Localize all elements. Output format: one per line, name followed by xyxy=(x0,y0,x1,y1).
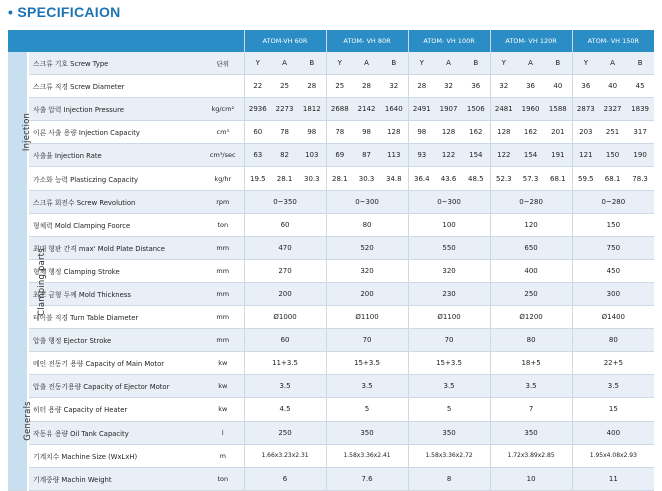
spec-value: Ø1100 xyxy=(408,306,490,329)
table-row xyxy=(8,190,654,213)
spec-name: 최대 형판 간격 max' Mold Plate Distance xyxy=(28,236,202,259)
table-row xyxy=(8,421,654,444)
spec-value: 15+3.5 xyxy=(408,352,490,375)
spec-unit: kg/cm² xyxy=(202,98,244,121)
spec-value: 2873 xyxy=(572,98,599,121)
spec-unit: rpm xyxy=(202,190,244,213)
spec-value: 18+5 xyxy=(490,352,572,375)
spec-value: 10 xyxy=(490,467,572,490)
spec-unit: 단위 xyxy=(202,52,244,75)
spec-value: 200 xyxy=(326,282,408,305)
spec-name: 테이블 직경 Turn Table Diameter xyxy=(28,306,202,329)
spec-value: 60 xyxy=(244,213,326,236)
spec-unit: kw xyxy=(202,375,244,398)
section-clamping-parts xyxy=(8,213,47,352)
spec-value: 1960 xyxy=(517,98,544,121)
spec-value: 2688 xyxy=(326,98,353,121)
spec-value: 98 xyxy=(408,121,435,144)
spec-value: 3.5 xyxy=(408,375,490,398)
spec-value: 2481 xyxy=(490,98,517,121)
spec-value: 1812 xyxy=(298,98,326,121)
spec-value: Y xyxy=(326,52,353,75)
spec-value: 11 xyxy=(572,467,654,490)
model-header: ATOM-VH 60R xyxy=(244,30,326,52)
spec-value: B xyxy=(626,52,654,75)
spec-value: A xyxy=(353,52,380,75)
spec-value: 45 xyxy=(626,75,654,98)
model-header: ATOM- VH 100R xyxy=(408,30,490,52)
spec-value: 68.1 xyxy=(544,167,572,190)
spec-value: 450 xyxy=(572,259,654,282)
spec-value: 98 xyxy=(298,121,326,144)
spec-value: 320 xyxy=(408,259,490,282)
spec-value: A xyxy=(599,52,626,75)
spec-name: 스크류 기호 Screw Type xyxy=(28,52,202,75)
spec-value: 32 xyxy=(380,75,408,98)
spec-value: 1839 xyxy=(626,98,654,121)
spec-value: 0~300 xyxy=(408,190,490,213)
spec-value: 28 xyxy=(408,75,435,98)
spec-value: 7.6 xyxy=(326,467,408,490)
spec-unit: l xyxy=(202,421,244,444)
table-row xyxy=(8,75,654,98)
spec-name: 사출 압력 Injection Pressure xyxy=(28,98,202,121)
spec-value: 100 xyxy=(408,213,490,236)
spec-value: 251 xyxy=(599,121,626,144)
spec-value: 4.5 xyxy=(244,398,326,421)
spec-value: 6 xyxy=(244,467,326,490)
spec-value: 128 xyxy=(435,121,462,144)
spec-name: 기계중량 Machin Weight xyxy=(28,467,202,490)
spec-value: 200 xyxy=(244,282,326,305)
spec-value: 154 xyxy=(462,144,490,167)
spec-value: Ø1000 xyxy=(244,306,326,329)
spec-value: 30.3 xyxy=(353,167,380,190)
spec-value: 1640 xyxy=(380,98,408,121)
spec-value: 40 xyxy=(544,75,572,98)
spec-value: 3.5 xyxy=(572,375,654,398)
spec-value: Ø1200 xyxy=(490,306,572,329)
spec-unit: kg/hr xyxy=(202,167,244,190)
spec-name: 최소 금형 두께 Mold Thickness xyxy=(28,282,202,305)
spec-value: 68.1 xyxy=(599,167,626,190)
spec-name: 이론 사출 용량 Injection Capacity xyxy=(28,121,202,144)
spec-value: 520 xyxy=(326,236,408,259)
spec-value: 203 xyxy=(572,121,599,144)
spec-value: 400 xyxy=(572,421,654,444)
spec-unit: ton xyxy=(202,467,244,490)
spec-value: 1.95x4.08x2.93 xyxy=(572,444,654,467)
spec-value: 750 xyxy=(572,236,654,259)
spec-value: Y xyxy=(408,52,435,75)
spec-value: 25 xyxy=(326,75,353,98)
table-row xyxy=(8,259,654,282)
spec-value: 128 xyxy=(490,121,517,144)
spec-unit: mm xyxy=(202,282,244,305)
spec-value: 48.5 xyxy=(462,167,490,190)
spec-value: 122 xyxy=(490,144,517,167)
spec-unit: ton xyxy=(202,213,244,236)
spec-value: 103 xyxy=(298,144,326,167)
spec-unit: cm³/sec xyxy=(202,144,244,167)
spec-value: 350 xyxy=(408,421,490,444)
spec-value: 28 xyxy=(298,75,326,98)
table-row xyxy=(8,121,654,144)
spec-value: 5 xyxy=(408,398,490,421)
spec-value: 80 xyxy=(326,213,408,236)
spec-value: B xyxy=(544,52,572,75)
spec-value: 191 xyxy=(544,144,572,167)
table-row xyxy=(8,282,654,305)
spec-value: Ø1400 xyxy=(572,306,654,329)
spec-value: 8 xyxy=(408,467,490,490)
spec-value: 40 xyxy=(599,75,626,98)
spec-value: 3.5 xyxy=(326,375,408,398)
spec-value: Y xyxy=(490,52,517,75)
spec-value: 25 xyxy=(271,75,298,98)
table-row xyxy=(8,52,654,75)
spec-unit: kw xyxy=(202,398,244,421)
spec-name: 스크류 회전수 Screw Revolution xyxy=(28,190,202,213)
spec-value: 250 xyxy=(244,421,326,444)
spec-value: Y xyxy=(572,52,599,75)
spec-value: 550 xyxy=(408,236,490,259)
spec-value: 1588 xyxy=(544,98,572,121)
spec-value: 63 xyxy=(244,144,271,167)
spec-value: 80 xyxy=(572,329,654,352)
model-header: ATOM- VH 80R xyxy=(326,30,408,52)
spec-name: 메인 전동기 용량 Capacity of Main Motor xyxy=(28,352,202,375)
table-row xyxy=(8,167,654,190)
spec-value: 162 xyxy=(517,121,544,144)
spec-value: 300 xyxy=(572,282,654,305)
spec-name: 스크류 직경 Screw Diameter xyxy=(28,75,202,98)
spec-value: 1.58x3.36x2.72 xyxy=(408,444,490,467)
spec-value: 19.5 xyxy=(244,167,271,190)
spec-value: 70 xyxy=(408,329,490,352)
header-corner xyxy=(8,30,244,52)
spec-name: 기계치수 Machine Size (WxLxH) xyxy=(28,444,202,467)
table-row xyxy=(8,306,654,329)
spec-value: 201 xyxy=(544,121,572,144)
spec-value: 120 xyxy=(490,213,572,236)
table-row xyxy=(8,144,654,167)
spec-value: 59.5 xyxy=(572,167,599,190)
spec-unit: m xyxy=(202,444,244,467)
header-row xyxy=(8,30,654,52)
spec-value: 52.3 xyxy=(490,167,517,190)
spec-value: 0~280 xyxy=(572,190,654,213)
spec-value: 650 xyxy=(490,236,572,259)
spec-value: 78 xyxy=(271,121,298,144)
spec-value: 0~280 xyxy=(490,190,572,213)
table-row xyxy=(8,444,654,467)
table-row xyxy=(8,236,654,259)
spec-value: 1506 xyxy=(462,98,490,121)
spec-value: 28 xyxy=(353,75,380,98)
spec-value: 28.1 xyxy=(271,167,298,190)
spec-value: 36.4 xyxy=(408,167,435,190)
spec-value: 87 xyxy=(353,144,380,167)
spec-value: 7 xyxy=(490,398,572,421)
spec-value: 1.66x3.23x2.31 xyxy=(244,444,326,467)
spec-value: 22 xyxy=(244,75,271,98)
spec-unit: mm xyxy=(202,306,244,329)
spec-unit: mm xyxy=(202,236,244,259)
spec-name: 형체 행정 Clamping Stroke xyxy=(28,259,202,282)
spec-name: 사출율 Injection Rate xyxy=(28,144,202,167)
spec-value: 82 xyxy=(271,144,298,167)
spec-value: 3.5 xyxy=(244,375,326,398)
spec-name: 압출 전동기용량 Capacity of Ejector Motor xyxy=(28,375,202,398)
spec-value: 28.1 xyxy=(326,167,353,190)
section-label: Generals xyxy=(22,401,33,441)
spec-value: 2142 xyxy=(353,98,380,121)
spec-value: 15 xyxy=(572,398,654,421)
table-row xyxy=(8,467,654,490)
spec-value: 69 xyxy=(326,144,353,167)
spec-value: 36 xyxy=(517,75,544,98)
spec-value: 78.3 xyxy=(626,167,654,190)
specification-table xyxy=(8,30,654,491)
spec-unit: mm xyxy=(202,329,244,352)
spec-value: 317 xyxy=(626,121,654,144)
spec-value: 470 xyxy=(244,236,326,259)
spec-value: 1.72x3.89x2.85 xyxy=(490,444,572,467)
spec-value: 2327 xyxy=(599,98,626,121)
spec-value: 150 xyxy=(572,213,654,236)
spec-value: A xyxy=(435,52,462,75)
spec-value: 2491 xyxy=(408,98,435,121)
table-row xyxy=(8,98,654,121)
spec-value: 250 xyxy=(490,282,572,305)
spec-value: 98 xyxy=(353,121,380,144)
spec-value: Ø1100 xyxy=(326,306,408,329)
spec-value: 11+3.5 xyxy=(244,352,326,375)
spec-value: B xyxy=(380,52,408,75)
spec-value: 3.5 xyxy=(490,375,572,398)
spec-value: 93 xyxy=(408,144,435,167)
spec-name: 작동유 용량 Oil Tank Capacity xyxy=(28,421,202,444)
spec-value: 80 xyxy=(490,329,572,352)
section-label: Clamping parts xyxy=(36,248,47,317)
spec-value: 122 xyxy=(435,144,462,167)
spec-value: Y xyxy=(244,52,271,75)
spec-value: 32 xyxy=(490,75,517,98)
spec-value: 320 xyxy=(326,259,408,282)
spec-value: 0~350 xyxy=(244,190,326,213)
model-header: ATOM- VH 120R xyxy=(490,30,572,52)
spec-value: 0~300 xyxy=(326,190,408,213)
spec-value: 32 xyxy=(435,75,462,98)
spec-value: 121 xyxy=(572,144,599,167)
spec-value: 128 xyxy=(380,121,408,144)
spec-value: 154 xyxy=(517,144,544,167)
spec-value: 150 xyxy=(599,144,626,167)
spec-name: 압출 행정 Ejector Stroke xyxy=(28,329,202,352)
spec-value: A xyxy=(517,52,544,75)
section-generals xyxy=(8,352,33,491)
spec-value: 190 xyxy=(626,144,654,167)
spec-unit: cm³ xyxy=(202,121,244,144)
spec-value: 350 xyxy=(326,421,408,444)
spec-value: 36 xyxy=(572,75,599,98)
spec-value: 57.3 xyxy=(517,167,544,190)
spec-value: B xyxy=(462,52,490,75)
spec-value: 350 xyxy=(490,421,572,444)
spec-value: 1.58x3.36x2.41 xyxy=(326,444,408,467)
spec-name: 가소화 능력 Plasticzing Capacity xyxy=(28,167,202,190)
spec-name: 히터 용량 Capacity of Heater xyxy=(28,398,202,421)
table-row xyxy=(8,352,654,375)
spec-value: 230 xyxy=(408,282,490,305)
table-row xyxy=(8,398,654,421)
spec-value: 70 xyxy=(326,329,408,352)
spec-value: 113 xyxy=(380,144,408,167)
spec-value: 2273 xyxy=(271,98,298,121)
section-label: Injection xyxy=(22,113,33,152)
spec-value: 43.6 xyxy=(435,167,462,190)
spec-value: 270 xyxy=(244,259,326,282)
spec-value: 60 xyxy=(244,329,326,352)
spec-value: 22+5 xyxy=(572,352,654,375)
spec-value: 2936 xyxy=(244,98,271,121)
spec-value: 5 xyxy=(326,398,408,421)
spec-name: 형체력 Mold Clamping Foorce xyxy=(28,213,202,236)
spec-value: 1907 xyxy=(435,98,462,121)
table-row xyxy=(8,375,654,398)
spec-value: 15+3.5 xyxy=(326,352,408,375)
page-title: • SPECIFICAION xyxy=(8,4,121,20)
spec-unit: kw xyxy=(202,352,244,375)
spec-unit: mm xyxy=(202,259,244,282)
spec-value: 162 xyxy=(462,121,490,144)
table-row xyxy=(8,213,654,236)
spec-value: B xyxy=(298,52,326,75)
table-row xyxy=(8,329,654,352)
section-injection xyxy=(8,52,33,213)
spec-value: 36 xyxy=(462,75,490,98)
model-header: ATOM- VH 150R xyxy=(572,30,654,52)
spec-value: 60 xyxy=(244,121,271,144)
spec-value: 30.3 xyxy=(298,167,326,190)
spec-value: 400 xyxy=(490,259,572,282)
spec-unit xyxy=(202,75,244,98)
spec-value: A xyxy=(271,52,298,75)
spec-value: 78 xyxy=(326,121,353,144)
spec-value: 34.8 xyxy=(380,167,408,190)
